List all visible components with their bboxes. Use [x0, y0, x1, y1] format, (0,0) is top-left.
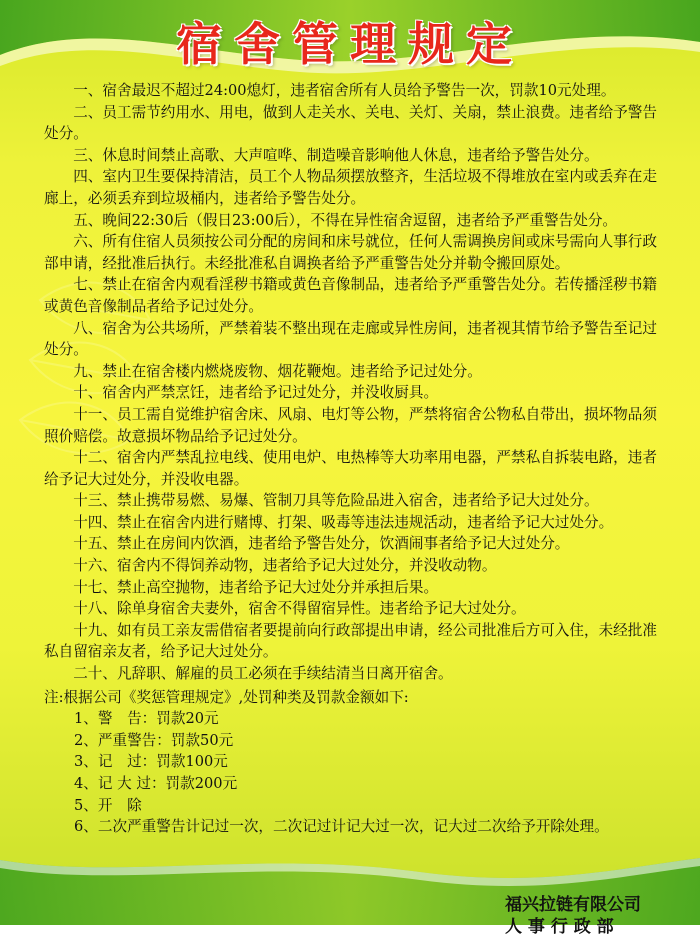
rule-item: 十六、宿舍内不得饲养动物，违者给予记大过处分，并没收动物。	[73, 557, 497, 575]
fine-item: 5、开 除	[74, 796, 142, 814]
rule-item: 十四、禁止在宿舍内进行赌博、打架、吸毒等违法违规活动，违者给予记大过处分。	[73, 513, 614, 531]
fine-item: 6、二次严重警告计记过一次，二次记过计记大过一次，记大过二次给予开除处理。	[74, 818, 609, 836]
rule-item: 十三、禁止携带易燃、易爆、管制刀具等危险品进入宿舍，违者给予记大过处分。	[73, 492, 599, 510]
rule-item: 十八、除单身宿舍夫妻外，宿舍不得留宿异性。违者给予记大过处分。	[73, 600, 526, 618]
fine-item: 3、记 过：罚款100元	[74, 753, 228, 771]
department-name: 人 事 行 政 部	[505, 917, 614, 937]
rules-body	[44, 80, 666, 838]
company-name: 福兴拉链有限公司	[505, 895, 641, 915]
rule-item: 六、所有住宿人员须按公司分配的房间和床号就位，任何人需调换房间或床号需向人事行政部申请，经批准后执行。未经批准私自调换者给予严重警告处分并勒令搬回原处。	[44, 233, 657, 272]
rule-item: 一、宿舍最迟不超过24:00熄灯，违者宿舍所有人员给予警告一次，罚款10元处理。	[73, 82, 616, 99]
rule-item: 四、室内卫生要保持清洁，员工个人物品须摆放整齐，生活垃圾不得堆放在室内或丢弃在走廊上，必须丢弃到垃圾桶内，违者给予警告处分。	[44, 168, 657, 207]
rule-item: 十二、宿舍内严禁乱拉电线、使用电炉、电热棒等大功率用电器，严禁私自拆装电路，违者给予记大过处分，并没收电器。	[44, 449, 657, 488]
fine-item: 1、警 告：罚款20元	[74, 710, 219, 728]
rule-item: 十五、禁止在房间内饮酒，违者给予警告处分，饮酒闹事者给予记大过处分。	[73, 535, 570, 553]
rule-item: 十七、禁止高空抛物，违者给予记大过处分并承担后果。	[73, 578, 439, 596]
rule-item: 七、禁止在宿舍内观看淫秽书籍或黄色音像制品，违者给予严重警告处分。若传播淫秽书籍或黄色音像制品者给予记过处分。	[44, 276, 657, 315]
rule-item: 十九、如有员工亲友需借宿者要提前向行政部提出申请，经公司批准后方可入住，未经批准私自留宿亲友者，给予记大过处分。	[44, 621, 657, 661]
rule-item: 二、员工需节约用水、用电，做到人走关水、关电、关灯、关扇，禁止浪费。违者给予警告处分。	[44, 103, 657, 143]
rule-item: 二十、凡辞职、解雇的员工必须在手续结清当日离开宿舍。	[73, 665, 453, 683]
rule-item: 八、宿舍为公共场所，严禁着装不整出现在走廊或异性房间，违者视其情节给予警告至记过处分。	[44, 319, 657, 359]
rule-item: 十一、员工需自觉维护宿舍床、风扇、电灯等公物，严禁将宿舍公物私自带出，损坏物品须照价赔偿。故意损坏物品给予记过处分。	[44, 405, 657, 445]
fines-note: 注:根据公司《奖惩管理规定》,处罚种类及罚款金额如下:	[44, 688, 409, 706]
page-title: 宿舍管理规定	[176, 17, 524, 71]
rule-item: 三、休息时间禁止高歌、大声喧哗、制造噪音影响他人休息，违者给予警告处分。	[73, 146, 599, 164]
fine-item: 4、记 大 过：罚款200元	[74, 775, 238, 792]
fine-item: 2、严重警告：罚款50元	[74, 731, 234, 749]
rule-item: 五、晚间22:30后（假日23:00后），不得在异性宿舍逗留，违者给予严重警告处分。	[73, 211, 618, 229]
rule-item: 十、宿舍内严禁烹饪，违者给予记过处分，并没收厨具。	[73, 384, 439, 402]
rule-item: 九、禁止在宿舍楼内燃烧废物、烟花鞭炮。违者给予记过处分。	[73, 362, 482, 380]
